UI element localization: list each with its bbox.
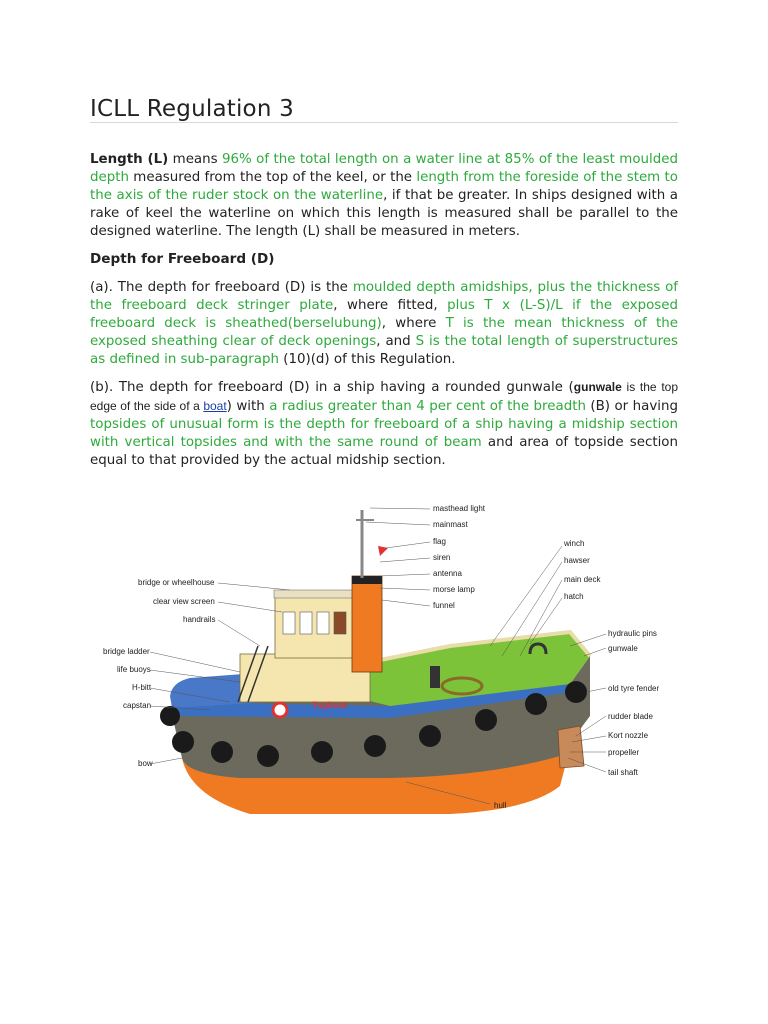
highlight-span: S is the total length of superstructures as defined in sub-paragraph xyxy=(90,334,679,367)
label-kort-nozzle: Kort nozzle xyxy=(608,731,649,740)
depth-heading: Depth for Freeboard (D) xyxy=(90,251,275,267)
text-span: (B) or having xyxy=(585,399,678,414)
highlight-span: moulded depth amidships, plus the thickness of the freeboard deck stringer plate xyxy=(90,280,678,313)
label-antenna: antenna xyxy=(433,569,462,578)
label-bow: bow xyxy=(138,759,153,768)
highlight-span: plus T x (L-S)/L if the exposed freeboard deck is sheathed(berselubung) xyxy=(90,298,678,331)
label-h-bitt: H-bitt xyxy=(132,683,152,692)
text-span: , if that be greater. In ships designed with a rake of keel the waterline on which this length is measured shall be parallel to the designed waterline. The length (L) shall be measured in meters. xyxy=(90,188,678,239)
highlight-span: T is the mean thickness of the exposed sheathing clear of deck openings xyxy=(90,316,678,349)
highlight-span: length from the foreside of the stem to the axis of the ruder stock on the waterline xyxy=(90,170,678,203)
label-life-buoys: life buoys xyxy=(117,665,151,674)
label-propeller: propeller xyxy=(608,748,640,757)
label-handrails: handrails xyxy=(183,615,216,624)
label-hydraulic-pins: hydraulic pins xyxy=(608,629,657,638)
text-span: measured from the top of the keel, or the xyxy=(128,170,417,185)
boat-link[interactable]: boat xyxy=(203,399,227,413)
highlight-span: 96% of the total length on a water line at 85% of the least moulded depth xyxy=(90,152,678,185)
text-span: and area of topside section equal to that provided by the actual midship section. xyxy=(90,435,678,468)
label-morse-lamp: morse lamp xyxy=(433,585,475,594)
paragraph-b xyxy=(90,378,678,470)
text-span: ) with xyxy=(226,399,270,414)
cabin-body xyxy=(240,654,370,702)
gunwale-term: gunwale xyxy=(573,380,622,394)
label-mainmast: mainmast xyxy=(433,520,468,529)
label-funnel: funnel xyxy=(433,601,455,610)
label-hull: hull xyxy=(494,801,507,810)
label-capstan: capstan xyxy=(123,701,152,710)
label-flag: flag xyxy=(433,537,446,546)
title-divider xyxy=(90,122,678,123)
label-gunwale: gunwale xyxy=(608,644,638,653)
highlight-span: topsides of unusual form is the depth for freeboard of a ship having a midship section with vertical topsides and with the same round of beam xyxy=(90,417,678,450)
label-clear-view-screen: clear view screen xyxy=(153,597,215,606)
length-term: Length (L) xyxy=(90,152,169,167)
label-masthead-light: masthead light xyxy=(433,504,486,513)
text-span: , and xyxy=(376,334,416,349)
label-hatch: hatch xyxy=(564,592,584,601)
label-siren: siren xyxy=(433,553,451,562)
label-rudder-blade: rudder blade xyxy=(608,712,653,721)
label-main-deck: main deck xyxy=(564,575,601,584)
highlight-span: a radius greater than 4 per cent of the breadth xyxy=(269,399,586,414)
label-tail-shaft: tail shaft xyxy=(608,768,638,777)
label-winch: winch xyxy=(564,539,585,548)
text-span: , where xyxy=(381,316,446,331)
label-old-tyre-fender: old tyre fender xyxy=(608,684,660,693)
paragraph-a xyxy=(90,279,678,369)
label-bridge-or-wheelhouse: bridge or wheelhouse xyxy=(138,578,215,587)
rudder-shape xyxy=(558,726,584,768)
text-span: (a). The depth for freeboard (D) is the xyxy=(90,280,353,295)
label-bridge-ladder: bridge ladder xyxy=(103,647,150,656)
tugboat-diagram xyxy=(90,496,690,826)
text-span: (b). The depth for freeboard (D) in a ship having a rounded gunwale ( xyxy=(90,380,574,395)
text-span: means xyxy=(168,152,223,167)
text-span: , where fitted, xyxy=(333,298,448,313)
boat-name: Tugboat xyxy=(312,700,347,710)
length-definition xyxy=(90,151,678,241)
label-hawser: hawser xyxy=(564,556,590,565)
funnel-shape xyxy=(352,576,382,672)
text-span: (10)(d) of this Regulation. xyxy=(278,352,456,367)
page-title: ICLL Regulation 3 xyxy=(90,96,294,122)
text-span: is the top edge of the side of a xyxy=(90,380,679,413)
